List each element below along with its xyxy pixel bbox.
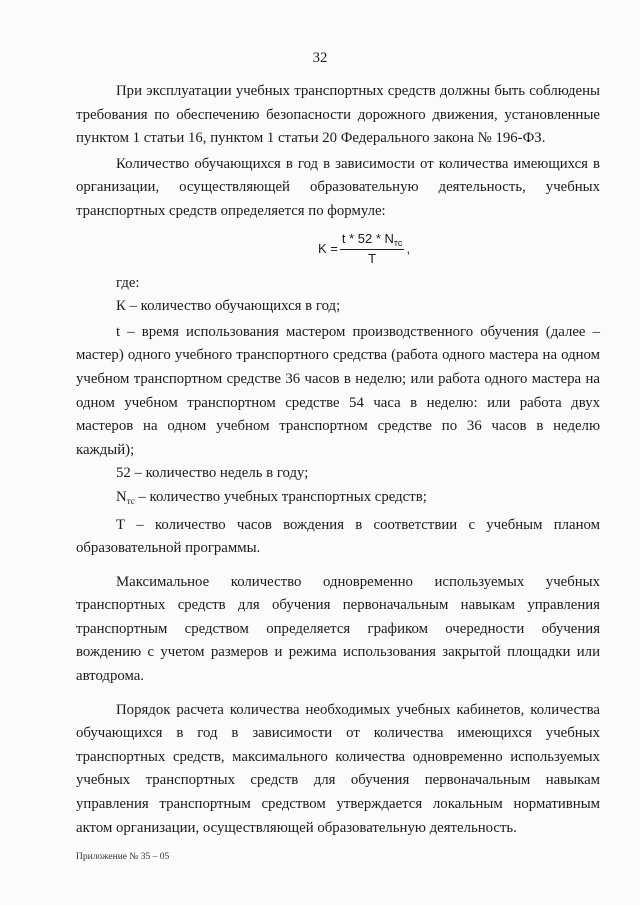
footer-appendix-note: Приложение № 35 – 05: [76, 852, 170, 862]
definition-n: $N_{тс}$ – количество учебных транспортных средств;: [116, 488, 427, 506]
formula-numerator: t * $52 * N_{тс}$: [341, 231, 403, 249]
paragraph-safety-requirements: При эксплуатации учебных транспортных средств должны быть соблюдены требования по обеспечению безопасности дорожного движения, установленные пунктом 1 статьи 16, пунктом 1 статьи 20 Федерального закона № 196-ФЗ.: [76, 83, 600, 147]
paragraph-student-count: Количество обучающихся в год в зависимости от количества имеющихся в организации, осуществляющей образовательную деятельность, учебных транспортных средств определяется по формуле:: [76, 155, 600, 219]
definition-t: t – время использования мастером производственного обучения (далее – мастер) одного учебного транспортного средства (работа одного мастера на одном учебном транспортном средстве 36 часов в неделю; или работа одного мастера на одном учебном транспортном средстве 54 часа в неделю: или работа двух мастеров на одном учебном транспортном средстве по 36 часов в неделю каждый);: [76, 323, 600, 458]
formula-numerator-subscript: тс: [393, 238, 403, 249]
formula-lhs: K =: [318, 241, 338, 257]
page-number: 32: [312, 50, 328, 66]
document-body: [76, 80, 600, 840]
definition-52: 52 – количество недель в году;: [116, 465, 309, 482]
paragraph-calculation-order: Порядок расчета количества необходимых учебных кабинетов, количества обучающихся в год в зависимости от количества имеющихся учебных транспортных средств, максимального количества одновременно используемых учебных транспортных средств для обучения первоначальным навыкам управления транспортным средством утверждается локальным нормативным актом организации, осуществляющей образовательную деятельность.: [76, 701, 600, 836]
formula-fraction: [340, 231, 405, 266]
paragraph-where: где:: [116, 274, 140, 291]
paragraph-max-vehicles: Максимальное количество одновременно используемых учебных транспортных средств для обучения первоначальным навыкам управления транспортным средством определяется графиком очередности обучения вождению с учетом размеров и режима использования закрытой площадки или автодрома.: [76, 573, 600, 685]
formula-denominator: T: [368, 251, 377, 267]
formula: [76, 226, 600, 272]
definition-T: Т – количество часов вождения в соответствии с учебным планом образовательной программы.: [76, 516, 600, 557]
formula-trailing-comma: ,: [406, 241, 411, 257]
definition-k: К – количество обучающихся в год;: [116, 298, 341, 315]
definition-n-subscript: тс: [126, 495, 135, 506]
